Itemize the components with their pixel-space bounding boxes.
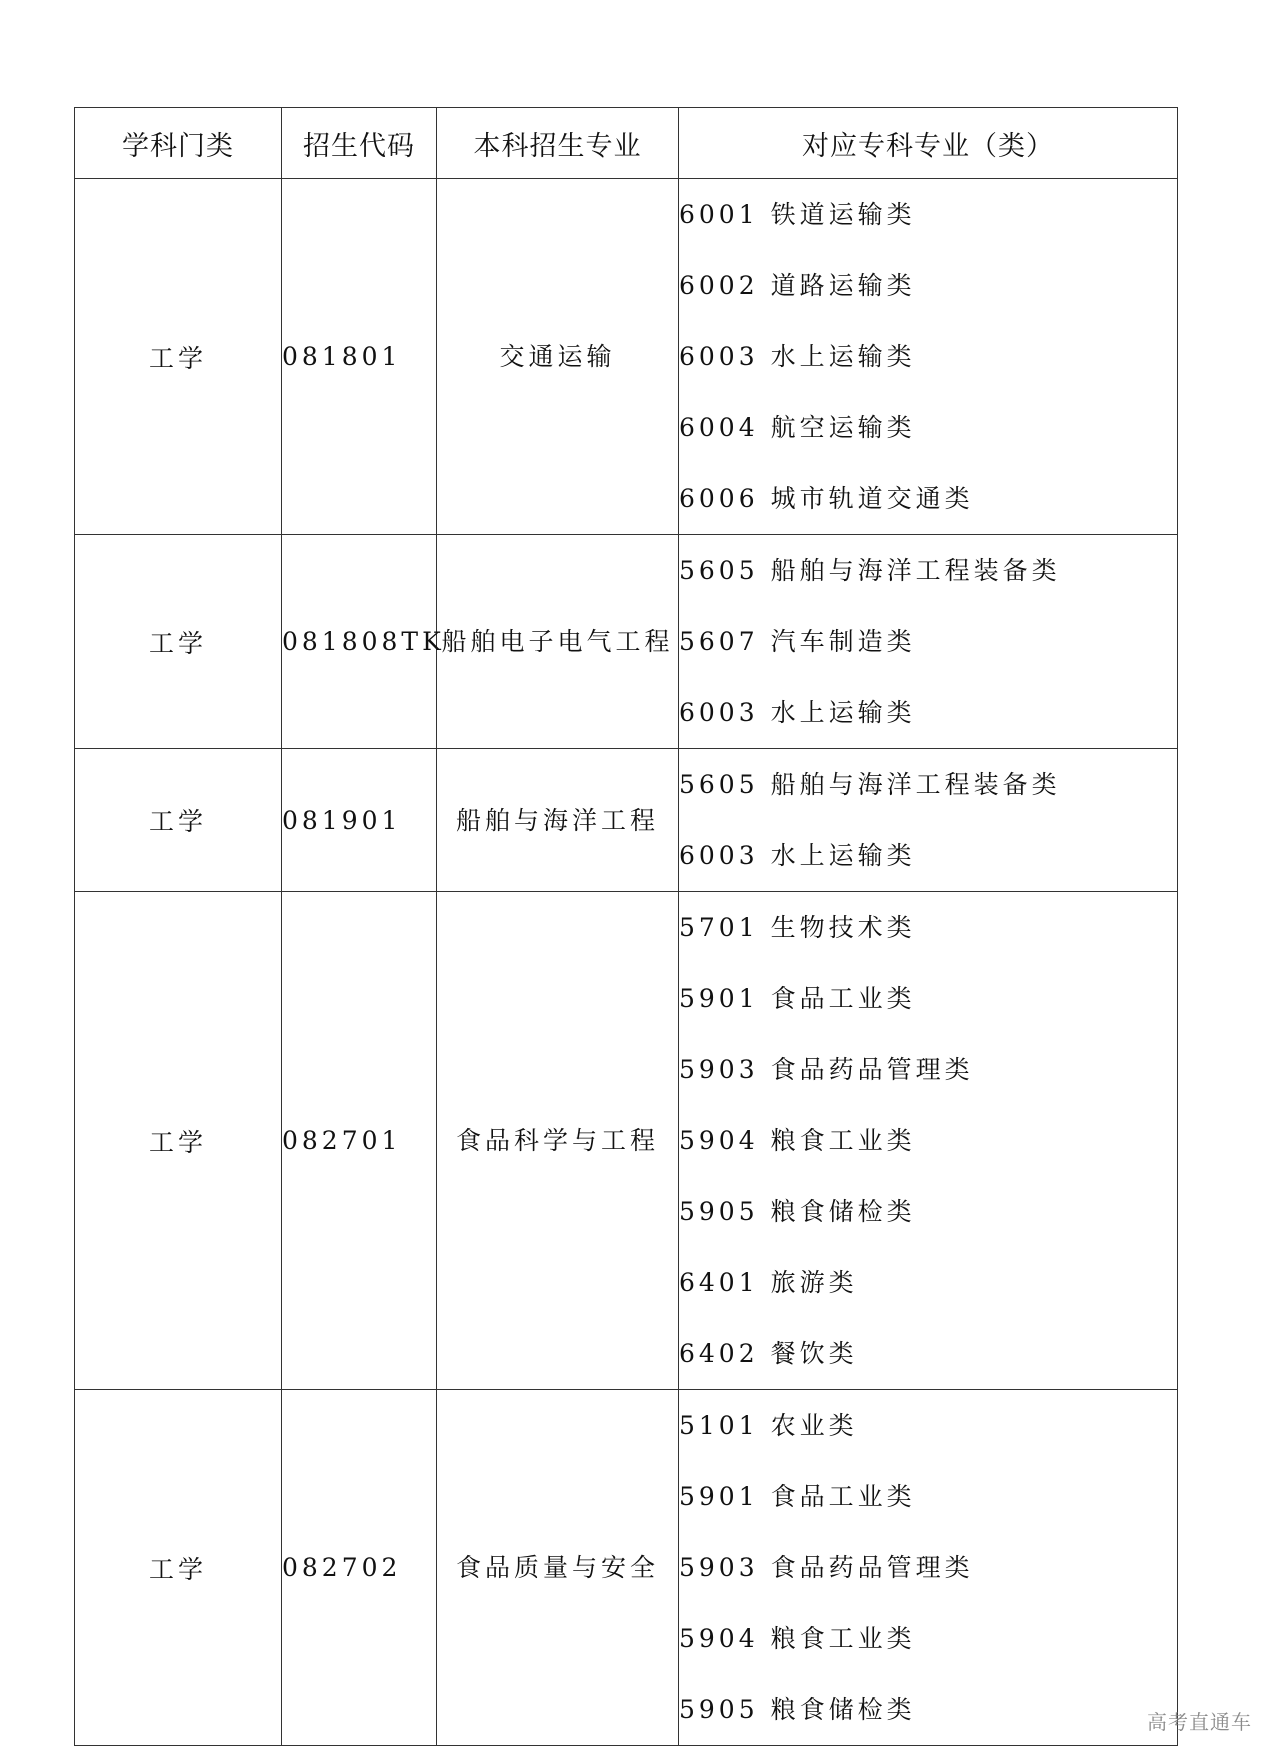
related-major-item: 5607 汽车制造类 [679,627,916,656]
related-major-item: 5901 食品工业类 [679,984,916,1013]
related-major-item: 5605 船舶与海洋工程装备类 [679,770,1061,799]
related-major-item: 5905 粮食储检类 [679,1197,916,1226]
major-cell: 船舶与海洋工程 [437,749,679,892]
related-majors-cell [679,179,1178,535]
related-major-item: 6401 旅游类 [679,1268,858,1297]
related-major-item: 5605 船舶与海洋工程装备类 [679,556,1061,585]
watermark-text: 高考直通车 [1147,1710,1252,1734]
related-major-item: 5903 食品药品管理类 [679,1553,974,1582]
header-related-vocational-majors: 对应专科专业（类） [679,108,1178,179]
related-major-item: 6002 道路运输类 [679,271,916,300]
header-enrollment-code: 招生代码 [282,108,437,179]
major-cell: 食品科学与工程 [437,892,679,1390]
major-cell: 船舶电子电气工程 [437,535,679,749]
major-cell: 交通运输 [437,179,679,535]
related-major-item: 6004 航空运输类 [679,413,916,442]
table-row [75,1390,1178,1746]
header-discipline-category: 学科门类 [75,108,282,179]
code-cell: 082701 [282,892,437,1390]
related-majors-cell [679,1390,1178,1746]
table-row [75,892,1178,1390]
related-major-item: 5904 粮食工业类 [679,1126,916,1155]
related-major-item: 6006 城市轨道交通类 [679,484,974,513]
related-major-item: 6001 铁道运输类 [679,200,916,229]
related-major-item: 6003 水上运输类 [679,698,916,727]
related-major-item: 5101 农业类 [679,1411,858,1440]
code-cell: 081808TK [282,535,437,749]
header-undergraduate-major: 本科招生专业 [437,108,679,179]
related-major-item: 6402 餐饮类 [679,1339,858,1368]
related-majors-cell [679,749,1178,892]
related-major-item: 6003 水上运输类 [679,841,916,870]
table-row [75,179,1178,535]
table-header-row [75,108,1178,179]
category-cell: 工学 [75,179,282,535]
related-majors-cell [679,892,1178,1390]
related-majors-cell [679,535,1178,749]
related-major-item: 5905 粮食储检类 [679,1695,916,1724]
major-cell: 食品质量与安全 [437,1390,679,1746]
category-cell: 工学 [75,1390,282,1746]
table-row [75,535,1178,749]
code-cell: 081901 [282,749,437,892]
category-cell: 工学 [75,749,282,892]
category-cell: 工学 [75,535,282,749]
related-major-item: 5903 食品药品管理类 [679,1055,974,1084]
related-major-item: 5901 食品工业类 [679,1482,916,1511]
code-cell: 081801 [282,179,437,535]
major-mapping-table [74,107,1178,1746]
code-cell: 082702 [282,1390,437,1746]
related-major-item: 5904 粮食工业类 [679,1624,916,1653]
category-cell: 工学 [75,892,282,1390]
table-row [75,749,1178,892]
related-major-item: 5701 生物技术类 [679,913,916,942]
related-major-item: 6003 水上运输类 [679,342,916,371]
